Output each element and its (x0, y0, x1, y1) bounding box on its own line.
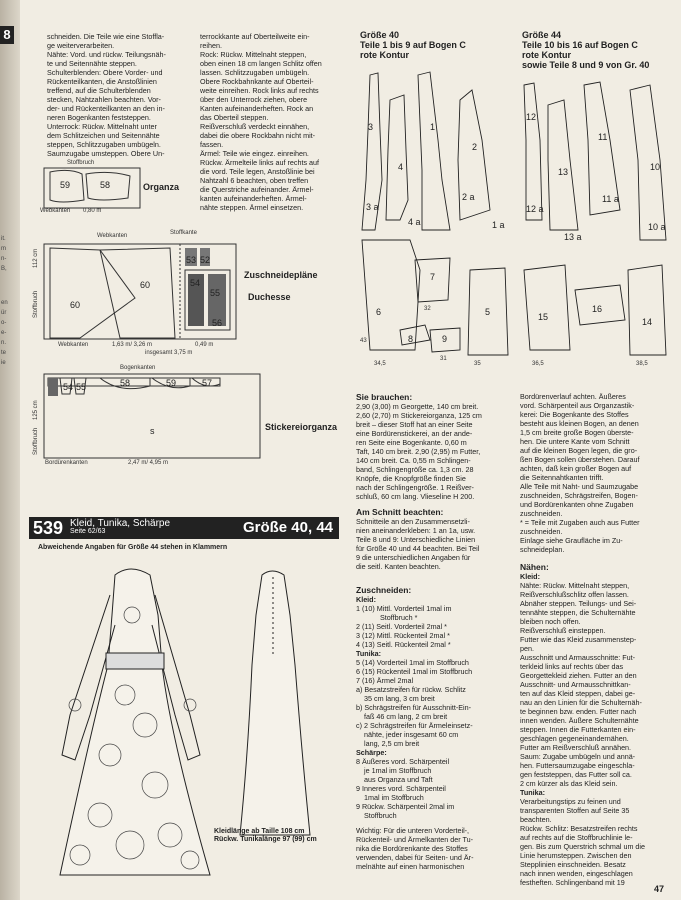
text-line: nähte steppen. Ärmel einsetzen. (200, 203, 304, 212)
text-line: Linie herumsteppen. Zwischen den (520, 851, 632, 860)
text-line: festheften. Schlingenband mit 19 (520, 878, 625, 887)
text-line: Wichtig: Für die unteren Vorderteil-, (356, 826, 470, 835)
list-item: 4 (13) Seitl. Rückenteil 2mal * (356, 640, 451, 649)
text-line: Knöpfe, die Knopfgröße finden Sie (356, 474, 466, 483)
page-number: 47 (654, 884, 665, 894)
piece-number: 11 a (602, 194, 619, 204)
text-line: Unterrock: Rückw. Mittelnaht unter (47, 122, 157, 131)
measure-label: 32 (424, 306, 431, 312)
measure-label: 36,5 (532, 361, 544, 367)
text-line: Ausschnitt- und Armausschnittkan- (520, 680, 631, 689)
text-line: achten, daß kein großer Bogen auf (520, 464, 632, 473)
text-line: Rückw. Ärmelteile links auf rechts auf (200, 158, 320, 167)
fold-label: Stoffbruch (33, 290, 39, 318)
text-line: treffend, auf die Schulterblenden (47, 86, 151, 95)
sewing-title: Nähen: (520, 562, 549, 572)
text-line: Obere Rockbahnkante auf Oberteil- (200, 77, 314, 86)
text-line: Verarbeitungstips zu feinen und (520, 797, 621, 806)
pattern-notes-title: Am Schnitt beachten: (356, 507, 444, 517)
text-line: lassen. Schlitzzugaben umbügeln. (200, 68, 310, 77)
text-line: über den Unterrock ziehen, obere (200, 95, 308, 104)
width-label: 0,80 m (83, 208, 102, 214)
cutting-title: Zuschneiden: (356, 585, 412, 595)
size40-contour: rote Kontur (360, 50, 409, 60)
text-line: 2,60 (2,70) m Stickereiorganza, 125 cm (356, 411, 482, 420)
book-spine (0, 0, 20, 900)
piece-number: 15 (538, 312, 549, 322)
spine-fragment: n. (1, 340, 7, 346)
piece-number: 7 (430, 272, 436, 282)
dress-caption (214, 828, 344, 844)
spine-fragment: B, (1, 266, 7, 272)
text-line: hen. Die untere Kante vom Schnitt (520, 437, 630, 446)
text-line: beachten. (520, 815, 552, 824)
list-item: 9 Rückw. Schärpenteil 2mal im (356, 802, 455, 811)
piece-number: 9 (442, 334, 448, 344)
sewing-column (520, 392, 670, 887)
measure-label: 31 (440, 356, 447, 362)
text-line: 2 cm kürzer als das Kleid sein. (520, 779, 618, 788)
piece-number: 8 (408, 334, 414, 344)
piece-number: 12 (526, 112, 537, 122)
subheading: Kleid: (356, 595, 376, 604)
subheading: Schärpe: (356, 748, 387, 757)
text-line: band, Schlingengröße ca. 1,3 cm. 28 (356, 465, 474, 474)
text-line: Saumzugabe umsteppen. Obere Un- (47, 149, 165, 158)
text-line: Futter am Reißverschluß annähen. (520, 743, 632, 752)
text-line: Reißverschlußschlitz offen lassen. (520, 590, 629, 599)
measure-label: 2,47 m/ 4,95 m (128, 460, 169, 466)
text-line: 9 die unterschiedlichen Angaben für (356, 553, 471, 562)
piece-number: 57 (202, 378, 213, 388)
piece-number: 2 a (462, 192, 475, 202)
list-item: 9 Inneres vord. Schärpenteil (356, 784, 446, 793)
text-line: nach der Schlingengröße. 1 Reißver- (356, 483, 474, 492)
fold-label: Stoffbruch (67, 160, 95, 166)
text-line: te und Seitennähte steppen. (47, 59, 137, 68)
piece-number: s (150, 426, 155, 436)
list-item: 7 (16) Ärmel 2mal (356, 676, 414, 685)
list-item: 3 (12) Mittl. Rückenteil 2mal * (356, 631, 450, 640)
pattern-title: Kleid, Tunika, Schärpe (70, 518, 171, 529)
fold-label: Stoffbruch (33, 427, 39, 455)
piece-number: 3 (368, 122, 374, 132)
spine-fragment: en (1, 300, 8, 306)
size44-sheet: Teile 10 bis 16 auf Bogen C (522, 40, 638, 50)
text-line: nach innen wenden, eingeschlagen (520, 869, 633, 878)
measure-label: 35 (474, 361, 481, 367)
subheading: Tunika: (356, 649, 382, 658)
piece-number: 54 (63, 382, 74, 392)
text-line: Teile 8 und 9: Unterschiedliche Linien (356, 535, 476, 544)
text-line: Taft, 140 cm breit. 2,90 (2,95) m Futter, (356, 447, 481, 456)
piece-number: 16 (592, 304, 603, 314)
subheading: Kleid: (520, 572, 540, 581)
text-line: die vord. Teile legen, Anstoßlinie bei (200, 167, 315, 176)
pattern-page-ref: Seite 62/63 (70, 528, 106, 535)
text-line: nika die Bordürenkante des Stoffes (356, 844, 468, 853)
piece-number: 54 (190, 278, 201, 288)
text-line: auf rechts auf die Stoffbruchlinie le- (520, 833, 633, 842)
size44-contour: rote Kontur (522, 50, 571, 60)
selvage-label: Webkanten (40, 208, 71, 214)
text-line: Futter wie das Kleid zusammenstep- (520, 635, 637, 644)
measure-label: 43 (360, 338, 367, 344)
width-label: 125 cm (33, 400, 39, 420)
text-line: Reißverschluß verdeckt einnähen, (200, 122, 310, 131)
list-item: 8 Äußeres vord. Schärpenteil (356, 757, 450, 766)
list-item: je 1mal im Stoffbruch (364, 766, 432, 775)
size44-header (522, 30, 649, 70)
text-line: besteht aus kleinen Bogen, an denen (520, 419, 639, 428)
list-item: lang, 2,5 cm breit (364, 739, 420, 748)
list-item: 5 (14) Vorderteil 1mal im Stoffbruch (356, 658, 469, 667)
list-item: 1mal im Stoffbruch (364, 793, 424, 802)
piece-number: 4 a (408, 217, 421, 227)
text-line: ge weiterverarbeiten. (47, 41, 115, 50)
list-item: Stoffbruch * (380, 613, 418, 622)
text-line: pen. (520, 644, 534, 653)
size44-title: Größe 44 (522, 30, 562, 40)
text-line: geschlagen gegeneinandernähen. (520, 734, 629, 743)
width-label: 112 cm (33, 248, 39, 268)
text-line: zuschneiden, Schrägstreifen, Bogen- (520, 491, 638, 500)
text-line: 2,90 (3,00) m Georgette, 140 cm breit. (356, 402, 479, 411)
list-item: faß 46 cm lang, 2 cm breit (364, 712, 448, 721)
subheading: Tunika: (520, 788, 546, 797)
text-line: Rückw. Schlitz: Besatzstreifen rechts (520, 824, 638, 833)
text-line: Saum: Zugabe umbügeln und annä- (520, 752, 636, 761)
piece-number: 14 (642, 317, 653, 327)
piece-number: 10 (650, 162, 661, 172)
duchesse-label: Duchesse (248, 292, 291, 302)
text-line: terrockkante auf Oberteilweite ein- (200, 32, 310, 41)
text-line: Stepplinien einschneiden. Besatz (520, 860, 626, 869)
list-item: 1 (10) Mittl. Vorderteil 1mal im (356, 604, 452, 613)
piece-number: 6 (376, 307, 382, 317)
text-line: der- und Rückenteilkanten an den in- (47, 104, 165, 113)
text-line: und Bordürenkanten ohne Zugaben (520, 500, 634, 509)
piece-number: 55 (210, 288, 221, 298)
list-item: c) 2 Schrägstreifen für Ärmeleinsetz- (356, 721, 473, 730)
text-line: fassen. (200, 140, 224, 149)
text-line: Nähte: Vord. und rückw. Teilungsnäh- (47, 50, 166, 59)
text-line: 1,5 cm breite große Bogen überste- (520, 428, 634, 437)
text-line: dabei die obere Rockbahn nicht mit- (200, 131, 316, 140)
piece-number: 53 (186, 255, 197, 265)
spine-fragment: it. (1, 236, 6, 242)
text-line: Einlage siehe Graufläche im Zu- (520, 536, 623, 545)
text-line: zuschneiden. (520, 527, 563, 536)
pattern-sizes: Größe 40, 44 (242, 519, 333, 536)
piece-number: 56 (212, 318, 223, 328)
text-line: neren Bogenkanten feststeppen. (47, 113, 151, 122)
text-line: Rückenteilkanten, die Anstoßlinien (47, 77, 157, 86)
cutting-plans-title: Zuschneidepläne (244, 270, 318, 280)
piece-number: 3 a (366, 202, 379, 212)
text-line: kerei: Die Bogenkante des Stoffes (520, 410, 629, 419)
measure-label: 38,5 (636, 361, 648, 367)
text-line: auf die kleinen Bogen legen, die gro- (520, 446, 638, 455)
text-line: reihen. (200, 41, 222, 50)
size44-pattern-pieces (520, 80, 670, 370)
text-line: die Querstriche aufeinander. Ärmel- (200, 185, 314, 194)
caption-line: Kleidlänge ab Taille 108 cm (214, 828, 305, 835)
text-line: ren Seite eine Bogenkante. 0,60 m (356, 438, 467, 447)
text-line: verwenden, dabei für Seiten- und Är- (356, 853, 474, 862)
text-line: weite einreihen. Rock links auf rechts (200, 86, 319, 95)
text-line: nau an den Linien für die Schulternäh- (520, 698, 642, 707)
piece-number: 60 (140, 280, 151, 290)
fabric-edge-label: Stoffkante (170, 230, 197, 236)
spine-fragment: n- (1, 256, 7, 262)
text-line: Bordürenverlauf achten. Äußeres (520, 392, 626, 401)
measure-label: 1,63 m/ 3,26 m (112, 342, 153, 348)
text-line: kanten aufeinanderheften. Ärmel- (200, 194, 307, 203)
text-line: Reißverschluß einsteppen. (520, 626, 606, 635)
piece-number: 59 (166, 378, 177, 388)
measure-label: 34,5 (374, 361, 386, 367)
text-line: Ärmel: Teile wie eingez. einreihen. (200, 149, 309, 158)
text-line: vord. Schärpenteil aus Organzastik- (520, 401, 635, 410)
spine-fragment: ie (1, 360, 6, 366)
size40-sheet: Teile 1 bis 9 auf Bogen C (360, 40, 466, 50)
text-line: gen feststeppen, das Futter soll ca. (520, 770, 632, 779)
text-line: terkleid links auf rechts über das (520, 662, 624, 671)
size44-note: Abweichende Angaben für Größe 44 stehen in Klammern (38, 544, 228, 551)
text-line: Rückenteil- und Ärmelkanten der Tu- (356, 835, 474, 844)
list-item: aus Organza und Taft (364, 775, 433, 784)
spine-fragment: te (1, 350, 7, 356)
piece-number: 13 (558, 167, 569, 177)
spine-fragment: o- (1, 320, 7, 326)
duchesse-layout (40, 238, 240, 348)
text-line: Ausschnitt und Armausschnitte: Fut- (520, 653, 636, 662)
piece-number: 11 (598, 132, 608, 142)
piece-number: 10 a (648, 222, 666, 232)
stickereiorganza-label: Stickereiorganza (265, 422, 338, 432)
text-line: Schulterblenden: Obere Vorder- und (47, 68, 163, 77)
list-item: Stoffbruch (364, 811, 397, 820)
list-item: b) Schrägstreifen für Ausschnitt-Ein- (356, 703, 472, 712)
list-item: 6 (15) Rückenteil 1mal im Stoffbruch (356, 667, 473, 676)
text-line: das Oberteil steppen. (200, 113, 269, 122)
text-line: stecken, Nahtzahlen beachten. Vor- (47, 95, 161, 104)
text-line: melnähte auf einen harmonischen (356, 862, 465, 871)
text-line: 140 cm breit. Ca. 0,55 m Schlingen- (356, 456, 471, 465)
text-line: hen. Futtersaumzugabe eingeschla- (520, 761, 635, 770)
text-line: Kanten aufeinanderheften. Rock an (200, 104, 314, 113)
edge-label: Bogenkanten (120, 365, 156, 371)
text-line: Alle Teile mit Naht- und Saumzugabe (520, 482, 639, 491)
text-line: innen wenden. Äußere Schulternähte (520, 716, 639, 725)
text-line: schluß, 60 cm lang. Vlieseline H 200. (356, 492, 475, 501)
text-line: breit – dieser Stoff hat an einer Seite (356, 420, 473, 429)
piece-number: 2 (472, 142, 478, 152)
measure-label: 0,49 m (195, 342, 214, 348)
text-line: tennähte steppen, die Schulternähte (520, 608, 636, 617)
text-line: Nähte: Rückw. Mittelnaht steppen, (520, 581, 630, 590)
text-line: für Größe 40 und 44 beachten. Bei Teil (356, 544, 480, 553)
text-line: schneideplan. (520, 545, 565, 554)
selvage-label: Webkanten (97, 233, 128, 239)
text-line: zuschneiden. (520, 509, 563, 518)
text-line: dem Schlitzeichen und Seitennähte (47, 131, 160, 140)
spine-fragment: e- (1, 330, 7, 336)
piece-number: 58 (120, 378, 131, 388)
size40-title: Größe 40 (360, 30, 400, 40)
text-line: ßen Bogen sollen überstehen. Darauf (520, 455, 640, 464)
text-line: schneiden. Die Teile wie eine Stoffla- (47, 32, 165, 41)
piece-number: 52 (200, 255, 211, 265)
text-line: eine Bordürenstickerei, an der ande- (356, 429, 473, 438)
list-item: 2 (11) Seitl. Vorderteil 2mal * (356, 622, 447, 631)
text-line: oben einen 18 cm langen Schlitz offen (200, 59, 322, 68)
text-line: steppen, Schlitzzugaben umbügeln. (47, 140, 161, 149)
text-line: die seitl. Kanten beachten. (356, 562, 441, 571)
caption-line: Rückw. Tunikalänge 97 (99) cm (214, 836, 317, 843)
text-line: Nahtzahl 6 beachten, oben treffen (200, 176, 309, 185)
text-line: transparenten Stoffen auf Seite 35 (520, 806, 630, 815)
size44-extra: sowie Teile 8 und 9 von Gr. 40 (522, 60, 650, 70)
text-column-top-left (47, 32, 175, 158)
piece-number: 4 (398, 162, 404, 172)
size40-header (360, 30, 466, 60)
text-line: Rock: Rückw. Mittelnaht steppen, (200, 50, 307, 59)
text-line: ten auf das Kleid steppen, dabei ge- (520, 689, 636, 698)
list-item: 35 cm lang, 3 cm breit (364, 694, 435, 703)
materials-title: Sie brauchen: (356, 392, 413, 402)
piece-number: 13 a (564, 232, 582, 242)
total-label: insgesamt 3,75 m (145, 350, 193, 356)
materials-column (356, 392, 506, 871)
size40-pattern-pieces (360, 70, 515, 370)
piece-number: 12 a (526, 204, 544, 214)
piece-number: 1 a (492, 220, 505, 230)
section-tab: 8 (0, 26, 14, 44)
text-line: * = Teile mit Zugaben auch aus Futter (520, 518, 640, 527)
text-line: Schnitteile an den Zusammensetzli- (356, 517, 470, 526)
list-item: a) Besatzstreifen für rückw. Schlitz (356, 685, 466, 694)
spine-fragment: ür (1, 310, 7, 316)
text-column-top-mid (200, 32, 345, 212)
text-line: Georgettekleid ziehen. Futter an den (520, 671, 637, 680)
text-line: bleiben noch offen. (520, 617, 581, 626)
text-line: te beginnen bzw. enden. Futter nach (520, 707, 637, 716)
list-item: nähte, jeder insgesamt 60 cm (364, 730, 459, 739)
stickereiorganza-layout (40, 364, 265, 464)
pattern-number: 539 (33, 518, 64, 538)
text-line: steppen. Innen die Futterkanten ein- (520, 725, 636, 734)
piece-number: 59 (60, 180, 71, 190)
text-line: Abnäher steppen. Teilungs- und Sei- (520, 599, 637, 608)
text-line: gen. Bis zum Querstrich schmal um die (520, 842, 646, 851)
organza-label: Organza (143, 182, 180, 192)
piece-number: 5 (485, 307, 491, 317)
piece-number: 1 (430, 122, 436, 132)
text-line: nien aneinanderkleben: 1 an 1a, usw. (356, 526, 476, 535)
piece-number: 60 (70, 300, 81, 310)
text-line: die Seitennahtkanten trifft. (520, 473, 604, 482)
piece-number: 58 (100, 180, 111, 190)
spine-fragment: m (1, 246, 6, 252)
piece-number: 55 (76, 382, 87, 392)
pattern-banner (29, 517, 339, 539)
edge-label: Bordürenkanten (45, 460, 88, 466)
selvage-label: Webkanten (58, 342, 89, 348)
